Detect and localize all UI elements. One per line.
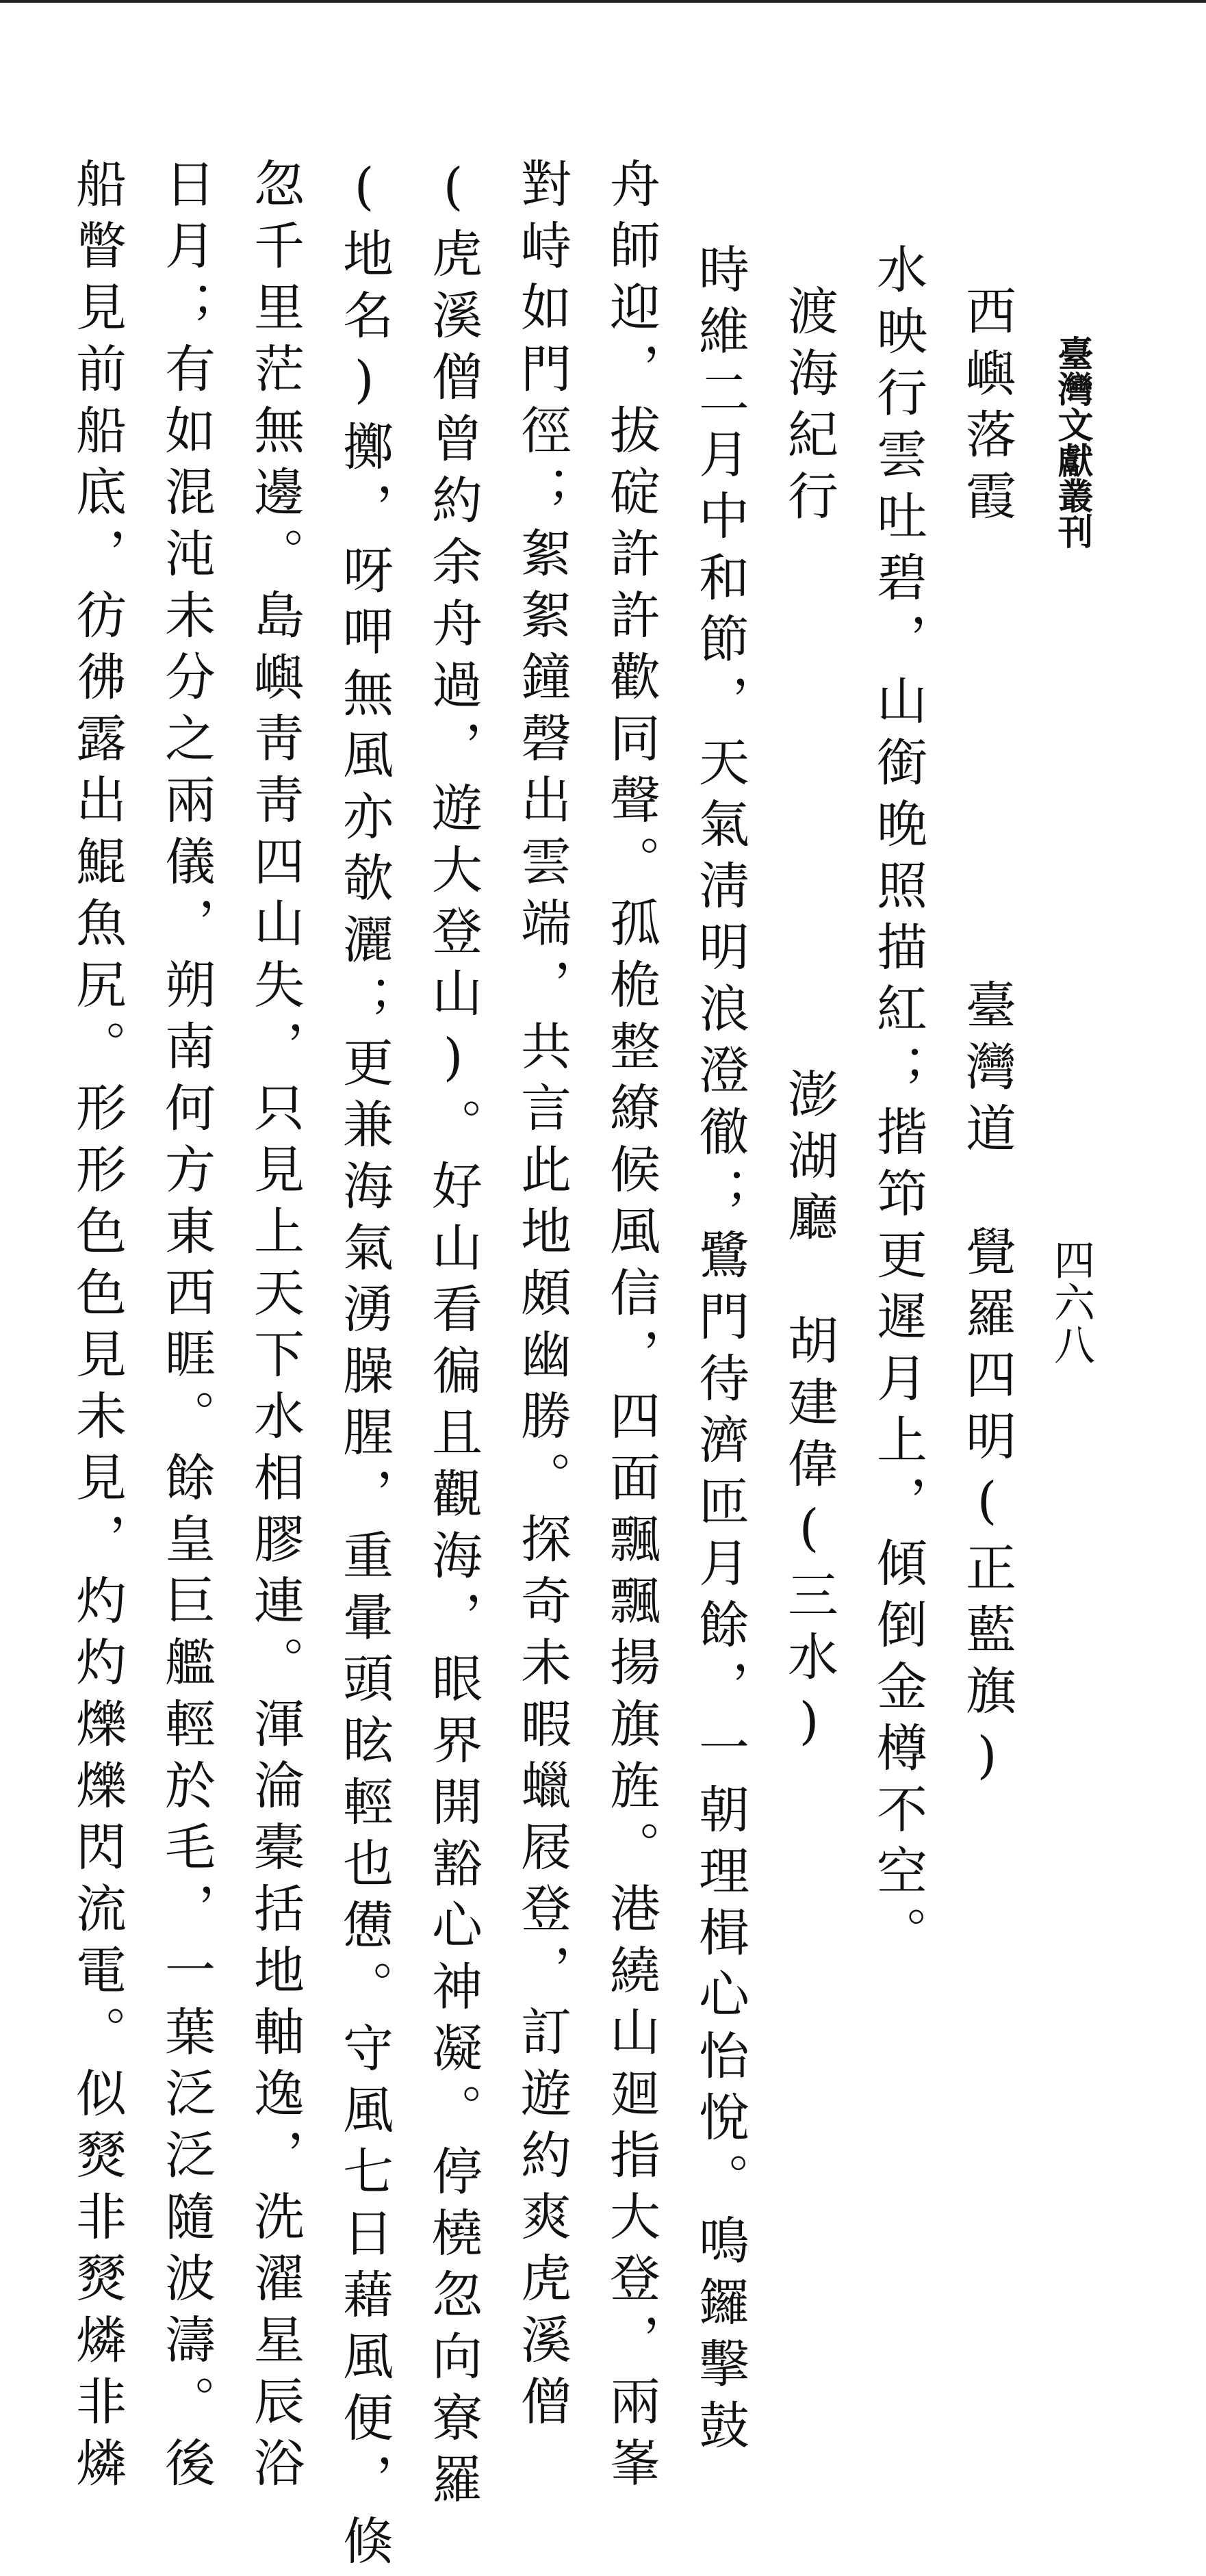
top-border-rule — [0, 0, 1206, 3]
body-column: 對峙如門徑；絮絮鐘磬出雲端，共言此地頗幽勝。探奇未暇蠟屐登，訂遊約爽虎溪僧 — [513, 157, 572, 2436]
poem-title: 渡海紀行 — [780, 285, 838, 531]
poem-line: 水映行雲吐碧，山銜晚照描紅；揩笻更遲月上，傾倒金樽不空。 — [869, 243, 927, 1968]
poem-title: 西嶼落霞 — [958, 285, 1016, 531]
body-column: (虎溪僧曾約余舟過，遊大登山)。好山看徧且觀海，眼界開豁心神凝。停橈忽向寮羅 — [424, 157, 483, 2514]
poem-author: 澎湖廳 胡建偉(三水) — [780, 1068, 838, 1762]
page-number: 四六八 — [1047, 1239, 1095, 1366]
body-column: 日月；有如混沌未分之兩儀，朔南何方東西睚。餘皇巨艦輕於毛，一葉泛泛隨波濤。後 — [157, 157, 216, 2498]
series-title: 臺灣文獻叢刊 — [1051, 335, 1093, 549]
body-column: 忽千里茫無邊。島嶼靑靑四山失，只見上天下水相膠連。渾淪橐括地軸逸，洗濯星辰浴 — [246, 157, 305, 2498]
body-column: 舟師迎，拔碇許許歡同聲。孤桅整繚候風信，四面飄飄揚旗旌。港繞山廻指大登，兩峯 — [602, 157, 660, 2498]
body-column: 船瞥見前船底，彷彿露出鯤魚尻。形形色色見未見，灼灼爍爍閃流電。似燹非燹燐非燐 — [68, 157, 127, 2498]
body-column: 時維二月中和節，天氣淸明浪澄徹；鷺門待濟匝月餘，一朝理楫心怡悅。鳴鑼擊鼓 — [691, 243, 749, 2460]
body-column: (地名)擲，呀呷無風亦欹灑；更兼海氣湧臊腥，重暈頭眩輕也憊。守風七日藉風便，倏 — [335, 157, 394, 2576]
poem-author: 臺灣道 覺羅四明(正藍旗) — [958, 979, 1016, 1796]
